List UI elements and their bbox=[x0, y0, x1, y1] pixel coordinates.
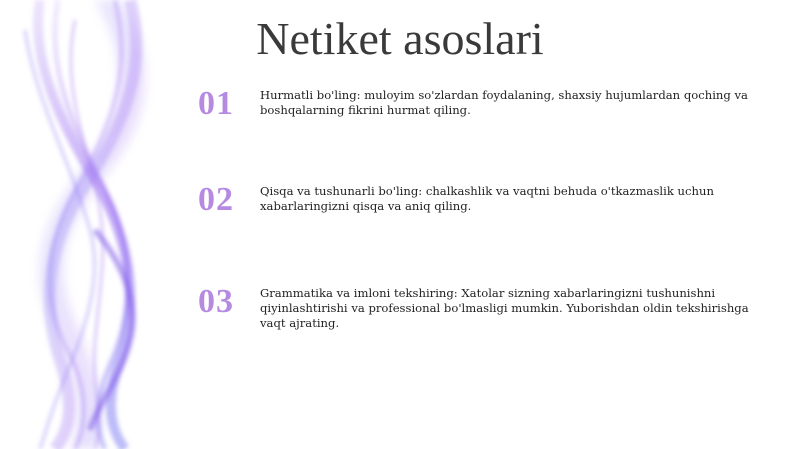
item-number: 03 bbox=[198, 283, 234, 320]
item-text: Hurmatli bo'ling: muloyim so'zlardan foydalaning, shaxsiy hujumlardan qoching va boshqalarning fikrini hurmat qiling. bbox=[260, 88, 748, 117]
item-number: 01 bbox=[198, 85, 234, 122]
item-number: 02 bbox=[198, 181, 234, 218]
list-item bbox=[198, 86, 758, 146]
list-item bbox=[198, 284, 758, 344]
item-text: Qisqa va tushunarli bo'ling: chalkashlik va vaqtni behuda o'tkazmaslik uchun xabarlaringizni qisqa va aniq qiling. bbox=[260, 184, 714, 213]
slide-title: Netiket asoslari bbox=[256, 13, 544, 64]
wave-ribbon-decoration bbox=[0, 0, 200, 449]
list-item bbox=[198, 182, 758, 242]
item-text: Grammatika va imloni tekshiring: Xatolar sizning xabarlaringizni tushunishni qiyinlashtirishi va professional bo'lmasligi mumkin. Yuborishdan oldin tekshirishga vaqt ajrating. bbox=[260, 286, 749, 330]
